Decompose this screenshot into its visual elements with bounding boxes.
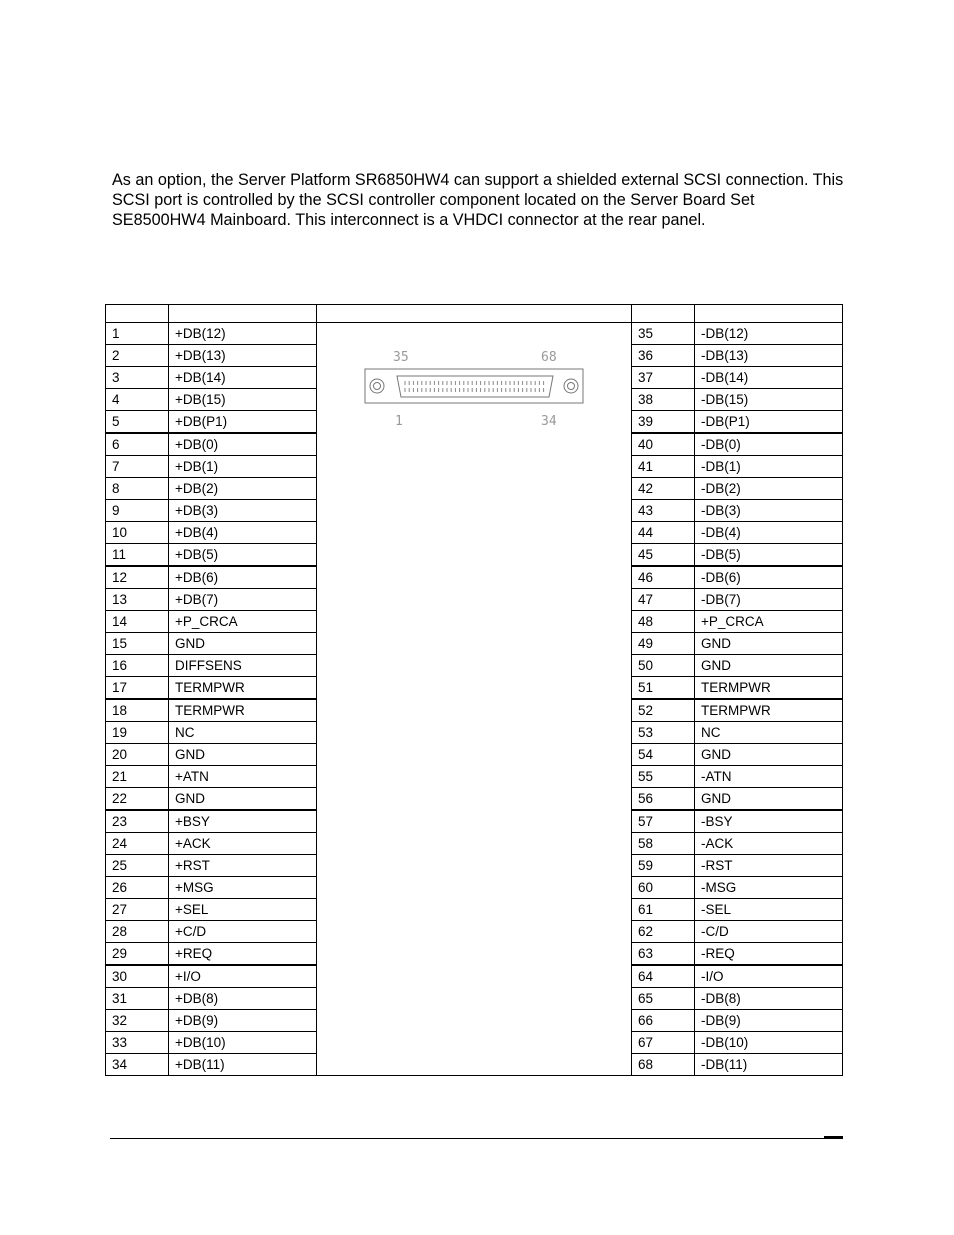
pin-number-cell: 53 xyxy=(632,722,695,744)
pin-number-cell: 51 xyxy=(632,677,695,700)
header-cell-figure xyxy=(317,305,632,323)
pin-number-cell: 68 xyxy=(632,1054,695,1076)
pin-number-cell: 49 xyxy=(632,633,695,655)
pin-number-cell: 54 xyxy=(632,744,695,766)
header-cell-signal-a xyxy=(169,305,317,323)
signal-name-cell: -I/O xyxy=(695,965,843,988)
mount-hole-left-icon xyxy=(370,379,384,393)
pin-number-cell: 31 xyxy=(106,988,169,1010)
pin-number-cell: 11 xyxy=(106,544,169,567)
signal-name-cell: +DB(9) xyxy=(169,1010,317,1032)
pin-number-cell: 17 xyxy=(106,677,169,700)
signal-name-cell: TERMPWR xyxy=(695,699,843,722)
pin-number-cell: 45 xyxy=(632,544,695,567)
pin-number-cell: 37 xyxy=(632,367,695,389)
table-row xyxy=(106,323,843,345)
pin-number-cell: 28 xyxy=(106,921,169,943)
pin-number-cell: 18 xyxy=(106,699,169,722)
signal-name-cell: +DB(14) xyxy=(169,367,317,389)
pin-number-cell: 8 xyxy=(106,478,169,500)
pin-number-cell: 52 xyxy=(632,699,695,722)
pin-number-cell: 61 xyxy=(632,899,695,921)
signal-name-cell: +DB(3) xyxy=(169,500,317,522)
pin-number-cell: 30 xyxy=(106,965,169,988)
pin-number-cell: 9 xyxy=(106,500,169,522)
signal-name-cell: GND xyxy=(695,633,843,655)
table-header-row xyxy=(106,305,843,323)
signal-name-cell: -DB(14) xyxy=(695,367,843,389)
signal-name-cell: +MSG xyxy=(169,877,317,899)
signal-name-cell: +DB(12) xyxy=(169,323,317,345)
pin-number-cell: 57 xyxy=(632,810,695,833)
signal-name-cell: -DB(4) xyxy=(695,522,843,544)
pin-number-cell: 1 xyxy=(106,323,169,345)
signal-name-cell: TERMPWR xyxy=(695,677,843,700)
intro-paragraph: As an option, the Server Platform SR6850HW4 can support a shielded external SCSI connection. This SCSI port is controlled by the SCSI controller component located on the Server Board Set SE8500HW4 Mainboard. This interconnect is a VHDCI connector at the rear panel. xyxy=(112,171,844,229)
signal-name-cell: DIFFSENS xyxy=(169,655,317,677)
signal-name-cell: +DB(8) xyxy=(169,988,317,1010)
connector-figure-cell xyxy=(317,323,632,1076)
signal-name-cell: -DB(2) xyxy=(695,478,843,500)
signal-name-cell: +DB(0) xyxy=(169,433,317,456)
pin-number-cell: 43 xyxy=(632,500,695,522)
mount-hole-right-inner xyxy=(568,383,575,390)
pin-number-cell: 26 xyxy=(106,877,169,899)
pin-number-cell: 19 xyxy=(106,722,169,744)
signal-name-cell: NC xyxy=(169,722,317,744)
signal-name-cell: -ACK xyxy=(695,833,843,855)
header-cell-pin-b xyxy=(632,305,695,323)
connector-housing xyxy=(397,376,553,397)
pin-number-cell: 24 xyxy=(106,833,169,855)
footer-rule xyxy=(110,1138,843,1139)
pin-number-cell: 59 xyxy=(632,855,695,877)
signal-name-cell: -REQ xyxy=(695,943,843,966)
pin-number-cell: 33 xyxy=(106,1032,169,1054)
signal-name-cell: -DB(8) xyxy=(695,988,843,1010)
signal-name-cell: -RST xyxy=(695,855,843,877)
pin-number-cell: 3 xyxy=(106,367,169,389)
signal-name-cell: -BSY xyxy=(695,810,843,833)
connector-label-bottom-left: 1 xyxy=(395,414,403,427)
signal-name-cell: +DB(6) xyxy=(169,566,317,589)
pin-number-cell: 10 xyxy=(106,522,169,544)
scsi-pinout-table xyxy=(105,304,843,1076)
signal-name-cell: +C/D xyxy=(169,921,317,943)
signal-name-cell: +DB(7) xyxy=(169,589,317,611)
pin-number-cell: 2 xyxy=(106,345,169,367)
pin-number-cell: 55 xyxy=(632,766,695,788)
pin-number-cell: 5 xyxy=(106,411,169,434)
pin-number-cell: 15 xyxy=(106,633,169,655)
signal-name-cell: -MSG xyxy=(695,877,843,899)
footer-mark xyxy=(824,1136,843,1138)
signal-name-cell: +REQ xyxy=(169,943,317,966)
pin-number-cell: 27 xyxy=(106,899,169,921)
mount-hole-right-icon xyxy=(564,379,578,393)
pin-number-cell: 12 xyxy=(106,566,169,589)
pin-number-cell: 62 xyxy=(632,921,695,943)
signal-name-cell: GND xyxy=(169,788,317,811)
signal-name-cell: -ATN xyxy=(695,766,843,788)
signal-name-cell: GND xyxy=(695,788,843,811)
signal-name-cell: -DB(6) xyxy=(695,566,843,589)
signal-name-cell: GND xyxy=(695,744,843,766)
pin-number-cell: 4 xyxy=(106,389,169,411)
signal-name-cell: +DB(1) xyxy=(169,456,317,478)
signal-name-cell: +DB(4) xyxy=(169,522,317,544)
signal-name-cell: NC xyxy=(695,722,843,744)
pin-number-cell: 44 xyxy=(632,522,695,544)
pin-number-cell: 40 xyxy=(632,433,695,456)
signal-name-cell: -DB(5) xyxy=(695,544,843,567)
signal-name-cell: -DB(1) xyxy=(695,456,843,478)
signal-name-cell: GND xyxy=(169,744,317,766)
pin-number-cell: 48 xyxy=(632,611,695,633)
signal-name-cell: -SEL xyxy=(695,899,843,921)
pin-number-cell: 66 xyxy=(632,1010,695,1032)
signal-name-cell: -DB(10) xyxy=(695,1032,843,1054)
connector-pins xyxy=(405,381,544,392)
signal-name-cell: -DB(11) xyxy=(695,1054,843,1076)
connector-label-top-left: 35 xyxy=(393,350,409,365)
pin-number-cell: 29 xyxy=(106,943,169,966)
signal-name-cell: -DB(12) xyxy=(695,323,843,345)
vhdci-connector-diagram xyxy=(363,347,587,427)
pin-number-cell: 36 xyxy=(632,345,695,367)
pin-number-cell: 35 xyxy=(632,323,695,345)
pin-number-cell: 46 xyxy=(632,566,695,589)
signal-name-cell: +I/O xyxy=(169,965,317,988)
pin-number-cell: 23 xyxy=(106,810,169,833)
pin-number-cell: 67 xyxy=(632,1032,695,1054)
pinout-table-body xyxy=(106,323,843,1076)
pin-number-cell: 60 xyxy=(632,877,695,899)
signal-name-cell: +RST xyxy=(169,855,317,877)
signal-name-cell: -DB(15) xyxy=(695,389,843,411)
signal-name-cell: -DB(0) xyxy=(695,433,843,456)
pin-number-cell: 58 xyxy=(632,833,695,855)
signal-name-cell: +SEL xyxy=(169,899,317,921)
connector-label-bottom-right: 34 xyxy=(541,414,557,427)
signal-name-cell: +DB(11) xyxy=(169,1054,317,1076)
pin-number-cell: 42 xyxy=(632,478,695,500)
header-cell-signal-b xyxy=(695,305,843,323)
signal-name-cell: +DB(15) xyxy=(169,389,317,411)
signal-name-cell: TERMPWR xyxy=(169,677,317,700)
signal-name-cell: +P_CRCA xyxy=(695,611,843,633)
pin-number-cell: 7 xyxy=(106,456,169,478)
signal-name-cell: -DB(P1) xyxy=(695,411,843,434)
pin-number-cell: 22 xyxy=(106,788,169,811)
pin-number-cell: 65 xyxy=(632,988,695,1010)
signal-name-cell: -DB(7) xyxy=(695,589,843,611)
pin-number-cell: 41 xyxy=(632,456,695,478)
signal-name-cell: +DB(5) xyxy=(169,544,317,567)
pin-number-cell: 50 xyxy=(632,655,695,677)
pin-number-cell: 39 xyxy=(632,411,695,434)
header-cell-pin-a xyxy=(106,305,169,323)
signal-name-cell: -DB(13) xyxy=(695,345,843,367)
signal-name-cell: -DB(3) xyxy=(695,500,843,522)
pin-number-cell: 63 xyxy=(632,943,695,966)
pin-number-cell: 47 xyxy=(632,589,695,611)
pin-number-cell: 64 xyxy=(632,965,695,988)
mount-hole-left-inner xyxy=(374,383,381,390)
signal-name-cell: +DB(P1) xyxy=(169,411,317,434)
signal-name-cell: +P_CRCA xyxy=(169,611,317,633)
pin-number-cell: 6 xyxy=(106,433,169,456)
pin-number-cell: 56 xyxy=(632,788,695,811)
pin-number-cell: 20 xyxy=(106,744,169,766)
pin-number-cell: 25 xyxy=(106,855,169,877)
signal-name-cell: -DB(9) xyxy=(695,1010,843,1032)
connector-label-top-right: 68 xyxy=(541,350,557,365)
signal-name-cell: +ACK xyxy=(169,833,317,855)
signal-name-cell: GND xyxy=(169,633,317,655)
pin-number-cell: 32 xyxy=(106,1010,169,1032)
pin-number-cell: 34 xyxy=(106,1054,169,1076)
signal-name-cell: +ATN xyxy=(169,766,317,788)
signal-name-cell: +DB(2) xyxy=(169,478,317,500)
pin-number-cell: 13 xyxy=(106,589,169,611)
signal-name-cell: TERMPWR xyxy=(169,699,317,722)
pin-number-cell: 14 xyxy=(106,611,169,633)
connector-shell xyxy=(365,369,583,403)
signal-name-cell: GND xyxy=(695,655,843,677)
pin-number-cell: 16 xyxy=(106,655,169,677)
pin-number-cell: 21 xyxy=(106,766,169,788)
signal-name-cell: +DB(10) xyxy=(169,1032,317,1054)
signal-name-cell: -C/D xyxy=(695,921,843,943)
signal-name-cell: +DB(13) xyxy=(169,345,317,367)
signal-name-cell: +BSY xyxy=(169,810,317,833)
pin-number-cell: 38 xyxy=(632,389,695,411)
